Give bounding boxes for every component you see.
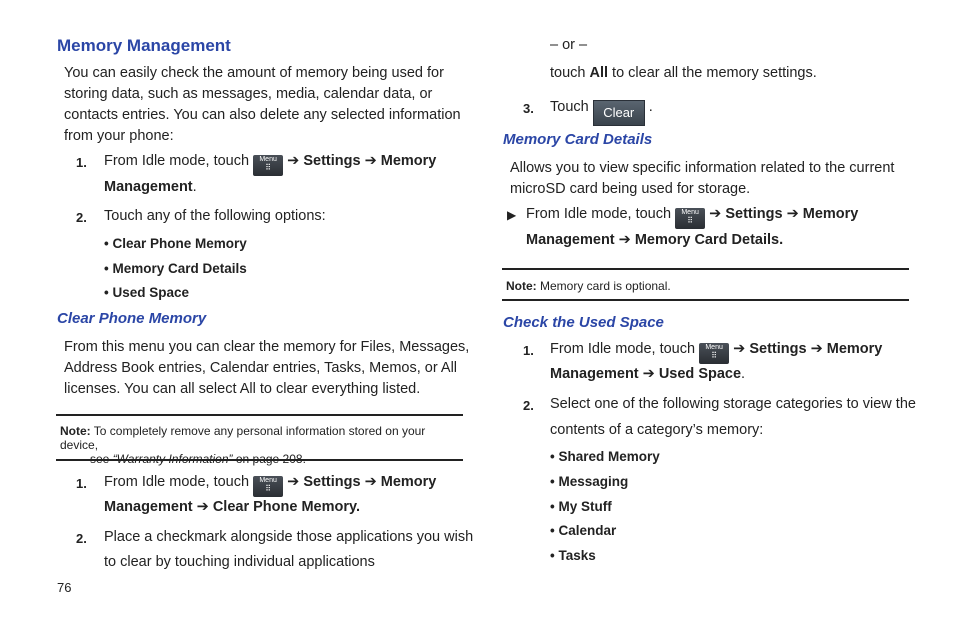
note-rule-bottom [502, 299, 909, 301]
menu-icon-label: Menu [681, 209, 699, 216]
menu-icon-dots: ⠿ [265, 163, 272, 172]
period: . [648, 99, 653, 115]
intro-line: You can easily check the amount of memory being used for [64, 65, 444, 81]
category-item: • Calendar [550, 523, 617, 538]
note-rule-bottom [56, 459, 463, 461]
category-item: • Shared Memory [550, 449, 660, 464]
menu-icon-dots: ⠿ [711, 351, 718, 360]
memory-label: Memory [380, 153, 437, 169]
touch-all-suffix: to clear all the memory settings. [608, 65, 817, 81]
triangle-bullet-icon: ▶ [507, 208, 517, 222]
menu-icon-label: Menu [259, 156, 277, 163]
memory-label: Memory [380, 474, 437, 490]
card-line: Allows you to view specific information related to the current [510, 160, 895, 176]
menu-icon-label: Menu [705, 344, 723, 351]
category-item: • Tasks [550, 548, 596, 563]
step-number: 1. [523, 343, 534, 358]
intro-line: contacts entries. You can also delete any selected information [64, 107, 461, 123]
step-number: 2. [76, 210, 87, 225]
menu-key-icon [675, 208, 705, 229]
menu-key-icon [253, 476, 283, 497]
note-reference: “Warranty Information” [112, 452, 233, 466]
used-step2-line1: Select one of the following storage categories to view the [550, 396, 916, 412]
menu-icon-dots: ⠿ [265, 484, 272, 493]
step-text: From Idle mode, touch [104, 153, 250, 169]
card-line: microSD card being used for storage. [510, 181, 751, 197]
note-label: Note: [506, 279, 537, 293]
clear-step2-line1: Place a checkmark alongside those applications you wish [104, 529, 474, 545]
card-step-line2: Management ➔ Memory Card Details. [526, 232, 784, 248]
subsection-title-clear-phone-memory: Clear Phone Memory [57, 310, 207, 327]
note-label: Note: [60, 424, 91, 438]
note-box [506, 279, 671, 293]
arrow: ➔ [364, 153, 377, 169]
step-number: 2. [523, 398, 534, 413]
note-page-ref: on page 208. [232, 452, 306, 466]
arrow: ➔ [810, 341, 823, 357]
card-paragraph [510, 158, 894, 200]
used-step1-line1 [550, 339, 882, 364]
used-space-path: Management ➔ Used Space [550, 366, 742, 382]
arrow: ➔ [287, 474, 300, 490]
option-item: • Clear Phone Memory [104, 236, 247, 251]
clear-step1-line1 [104, 472, 436, 497]
memory-label: Memory [802, 206, 859, 222]
used-step1-line2 [550, 364, 745, 385]
clear-paragraph [64, 337, 469, 400]
touch-text: touch [550, 65, 590, 81]
intro-line: storing data, such as messages, media, calendar data, or [64, 86, 433, 102]
settings-label: Settings [749, 341, 807, 357]
management-label: Management [104, 179, 193, 195]
menu-key-icon [253, 155, 283, 176]
clear-line: From this menu you can clear the memory for Files, Messages, [64, 339, 470, 355]
menu-icon-dots: ⠿ [687, 216, 694, 225]
clear-step1-line2: Management ➔ Clear Phone Memory. [104, 499, 361, 515]
touch-all-line [550, 63, 817, 84]
all-label: All [589, 65, 609, 81]
arrow: ➔ [287, 153, 300, 169]
period: . [192, 179, 197, 195]
memory-label: Memory [826, 341, 883, 357]
arrow: ➔ [709, 206, 722, 222]
page-number: 76 [57, 580, 72, 595]
step1-line1 [104, 151, 436, 176]
subsection-title-memory-card-details: Memory Card Details [503, 131, 653, 148]
step-text: From Idle mode, touch [550, 341, 696, 357]
card-step-line1 [526, 204, 858, 229]
option-item: • Memory Card Details [104, 261, 247, 276]
note-text: To completely remove any personal information stored on your device, [60, 424, 426, 452]
step-number: 1. [76, 155, 87, 170]
note-rule-top [502, 268, 909, 270]
step-text: Touch [550, 99, 589, 115]
clear-line: Address Book entries, Calendar entries, Tasks, Memos, or All [64, 360, 458, 376]
settings-label: Settings [725, 206, 783, 222]
step-number: 1. [76, 476, 87, 491]
subsection-title-check-used-space: Check the Used Space [503, 314, 664, 331]
menu-key-icon [699, 343, 729, 364]
option-item: • Used Space [104, 285, 190, 300]
category-item: • Messaging [550, 474, 629, 489]
settings-label: Settings [303, 153, 361, 169]
step3-line [550, 97, 653, 126]
note-text: Memory card is optional. [540, 279, 671, 293]
settings-label: Settings [303, 474, 361, 490]
arrow: ➔ [786, 206, 799, 222]
arrow: ➔ [364, 474, 377, 490]
intro-paragraph [64, 63, 461, 147]
period: . [741, 366, 746, 382]
or-separator: – or – [550, 37, 588, 53]
intro-line: from your phone: [64, 128, 174, 144]
step-text: From Idle mode, touch [526, 206, 672, 222]
step1-line2 [104, 177, 197, 198]
category-item: • My Stuff [550, 499, 612, 514]
clear-button: Clear [593, 100, 645, 126]
clear-line: licenses. You can all select All to clear everything listed. [64, 381, 421, 397]
step2-text: Touch any of the following options: [104, 208, 326, 224]
section-title-memory-management: Memory Management [57, 36, 231, 55]
step-text: From Idle mode, touch [104, 474, 250, 490]
step-number: 3. [523, 101, 534, 116]
note-rule-top [56, 414, 463, 416]
arrow: ➔ [733, 341, 746, 357]
used-step2-line2: contents of a category’s memory: [550, 422, 764, 438]
step-number: 2. [76, 531, 87, 546]
note-see: see [90, 452, 113, 466]
menu-icon-label: Menu [259, 477, 277, 484]
clear-step2-line2: to clear by touching individual applications [104, 554, 375, 570]
